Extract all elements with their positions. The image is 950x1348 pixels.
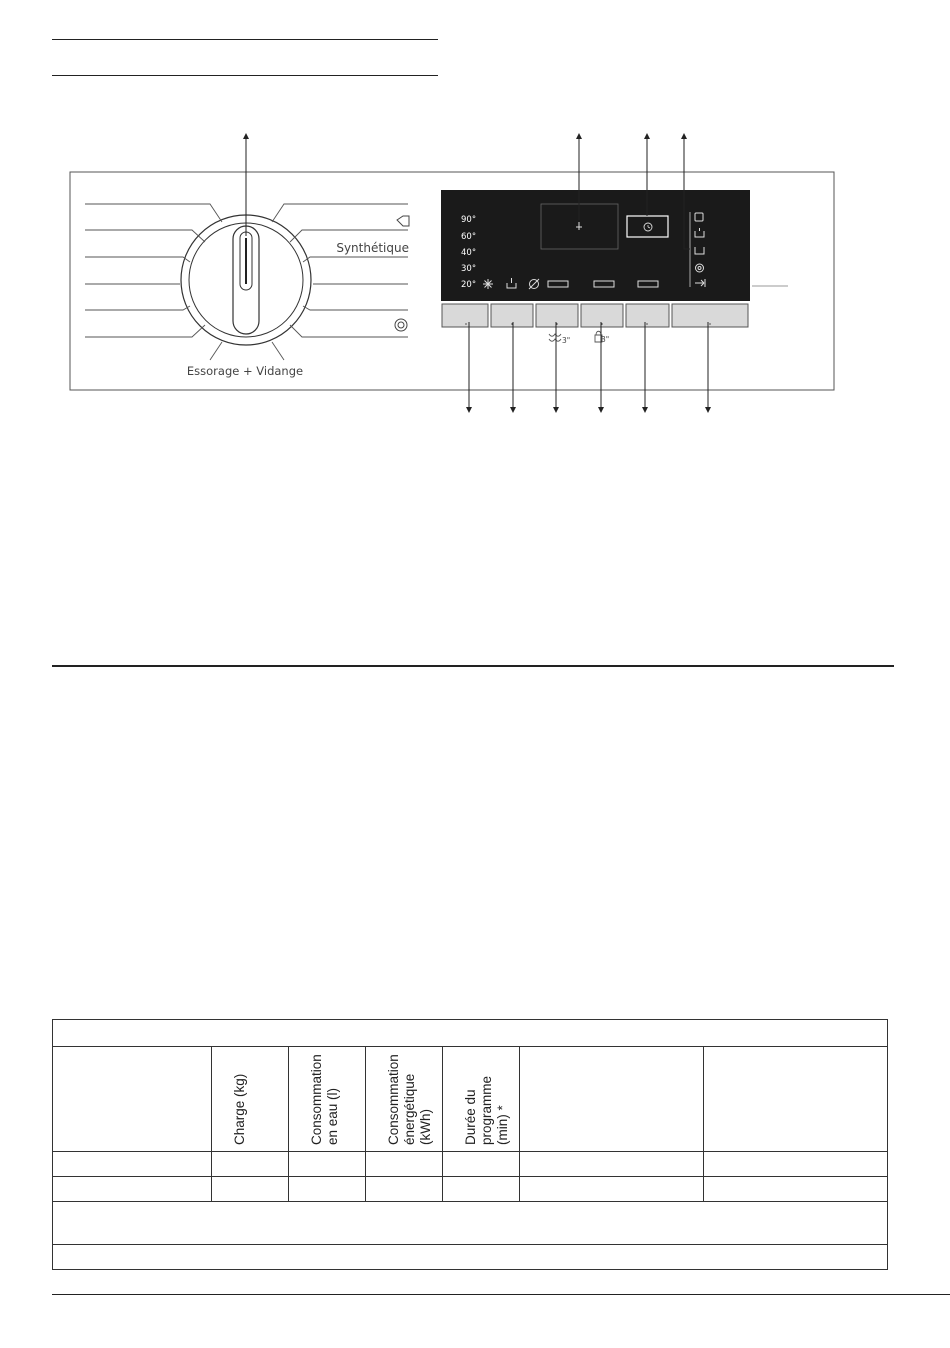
callout-arrows-bottom (469, 322, 708, 410)
table-row (53, 1152, 888, 1177)
temperature-button[interactable] (442, 304, 488, 327)
temp-90: 90° (461, 215, 477, 225)
button-child-lock-time: 3" (601, 335, 610, 344)
header-energy: Consommation énergétique (kWh) (365, 1047, 442, 1152)
rinse-plus-icon (549, 334, 561, 341)
wool-icon (395, 319, 407, 331)
temp-40: 40° (461, 248, 477, 258)
header-water: Consommation en eau (l) (288, 1047, 365, 1152)
program-spin-drain-label: Essorage + Vidange (186, 364, 304, 378)
header-duration: Durée du programme (min) * (442, 1047, 520, 1152)
snowflake-icon (483, 279, 493, 289)
button-delay-time: 3" (562, 336, 571, 345)
table-title-row (53, 1020, 888, 1047)
consumption-table (52, 1019, 888, 1270)
table-footer-row (53, 1245, 888, 1270)
table-header-row (53, 1047, 888, 1152)
program-lines-left (85, 204, 222, 360)
temp-30: 30° (461, 264, 477, 274)
temp-60: 60° (461, 232, 477, 242)
bottom-rule (52, 1294, 950, 1295)
program-synthetic-label: Synthétique (336, 241, 409, 255)
program-lines-right (272, 204, 408, 360)
section-rule (52, 665, 894, 667)
header-load: Charge (kg) (211, 1047, 288, 1152)
control-panel-diagram (0, 0, 950, 420)
table-row (53, 1177, 888, 1202)
table-note-row (53, 1202, 888, 1245)
shirt-icon (397, 216, 409, 226)
temp-20: 20° (461, 280, 477, 290)
